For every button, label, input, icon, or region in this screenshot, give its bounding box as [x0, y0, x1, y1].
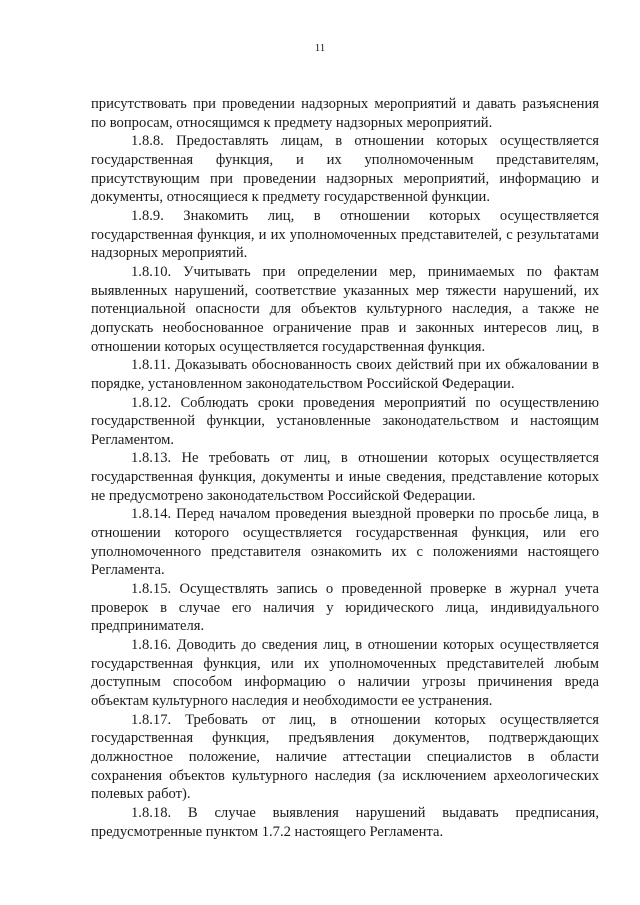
paragraph-1-8-14: 1.8.14. Перед началом проведения выездной проверки по просьбе лица, в отношении которого осуществляется государственная функция, или его уполномоченного представителя ознакомить их с положениями настоящего Регламента.: [91, 506, 599, 579]
document-body: [91, 95, 599, 841]
page-number: 11: [314, 42, 326, 54]
paragraph-continuation: присутствовать при проведении надзорных мероприятий и давать разъяснения по вопросам, относящимся к предмету надзорных мероприятий.: [91, 96, 599, 131]
paragraph-1-8-12: 1.8.12. Соблюдать сроки проведения мероприятий по осуществлению государственной функции, установленные законодательством и настоящим Регламентом.: [91, 394, 599, 448]
paragraph-1-8-11: 1.8.11. Доказывать обоснованность своих действий при их обжаловании в порядке, установленном законодательством Российской Федерации.: [91, 357, 599, 392]
paragraph-1-8-9: 1.8.9. Знакомить лиц, в отношении которых осуществляется государственная функция, и их уполномоченных представителей, с результатами надзорных мероприятий.: [91, 207, 599, 262]
paragraph-1-8-17: 1.8.17. Требовать от лиц, в отношении которых осуществляется государственная функция, предъявления документов, подтверждающих должностное положение, наличие аттестации специалистов в области сохранения объектов культурного наследия (за исключением археологических полевых работ).: [91, 711, 599, 803]
paragraph-1-8-16: 1.8.16. Доводить до сведения лиц, в отношении которых осуществляется государственная функция, или их уполномоченных представителей любым доступным способом информацию о наличии угрозы причинения вреда объектам культурного наследия и необходимости ее устранения.: [91, 637, 599, 709]
paragraph-1-8-13: 1.8.13. Не требовать от лиц, в отношении которых осуществляется государственная функция, документы и иные сведения, представление которых не предусмотрено законодательством Российской Федерации.: [91, 450, 599, 504]
paragraph-1-8-15: 1.8.15. Осуществлять запись о проведенной проверке в журнал учета проверок в случае его наличия у юридического лица, индивидуального предпринимателя.: [91, 581, 599, 635]
paragraph-1-8-8: 1.8.8. Предоставлять лицам, в отношении которых осуществляется государственная функция, и их уполномоченным представителям, присутствующим при проведении надзорных мероприятий, информацию и документы, относящиеся к предмету государственной функции.: [91, 133, 599, 206]
paragraph-1-8-10: 1.8.10. Учитывать при определении мер, принимаемых по фактам выявленных нарушений, соответствие указанных мер тяжести нарушений, их потенциальной опасности для объектов культурного наследия, а также не допускать необоснованное ограничение прав и законных интересов лиц, в отношении которых осуществляется государственная функция.: [91, 263, 599, 355]
paragraph-1-8-18: 1.8.18. В случае выявления нарушений выдавать предписания, предусмотренные пунктом 1.7.2 настоящего Регламента.: [91, 804, 599, 840]
